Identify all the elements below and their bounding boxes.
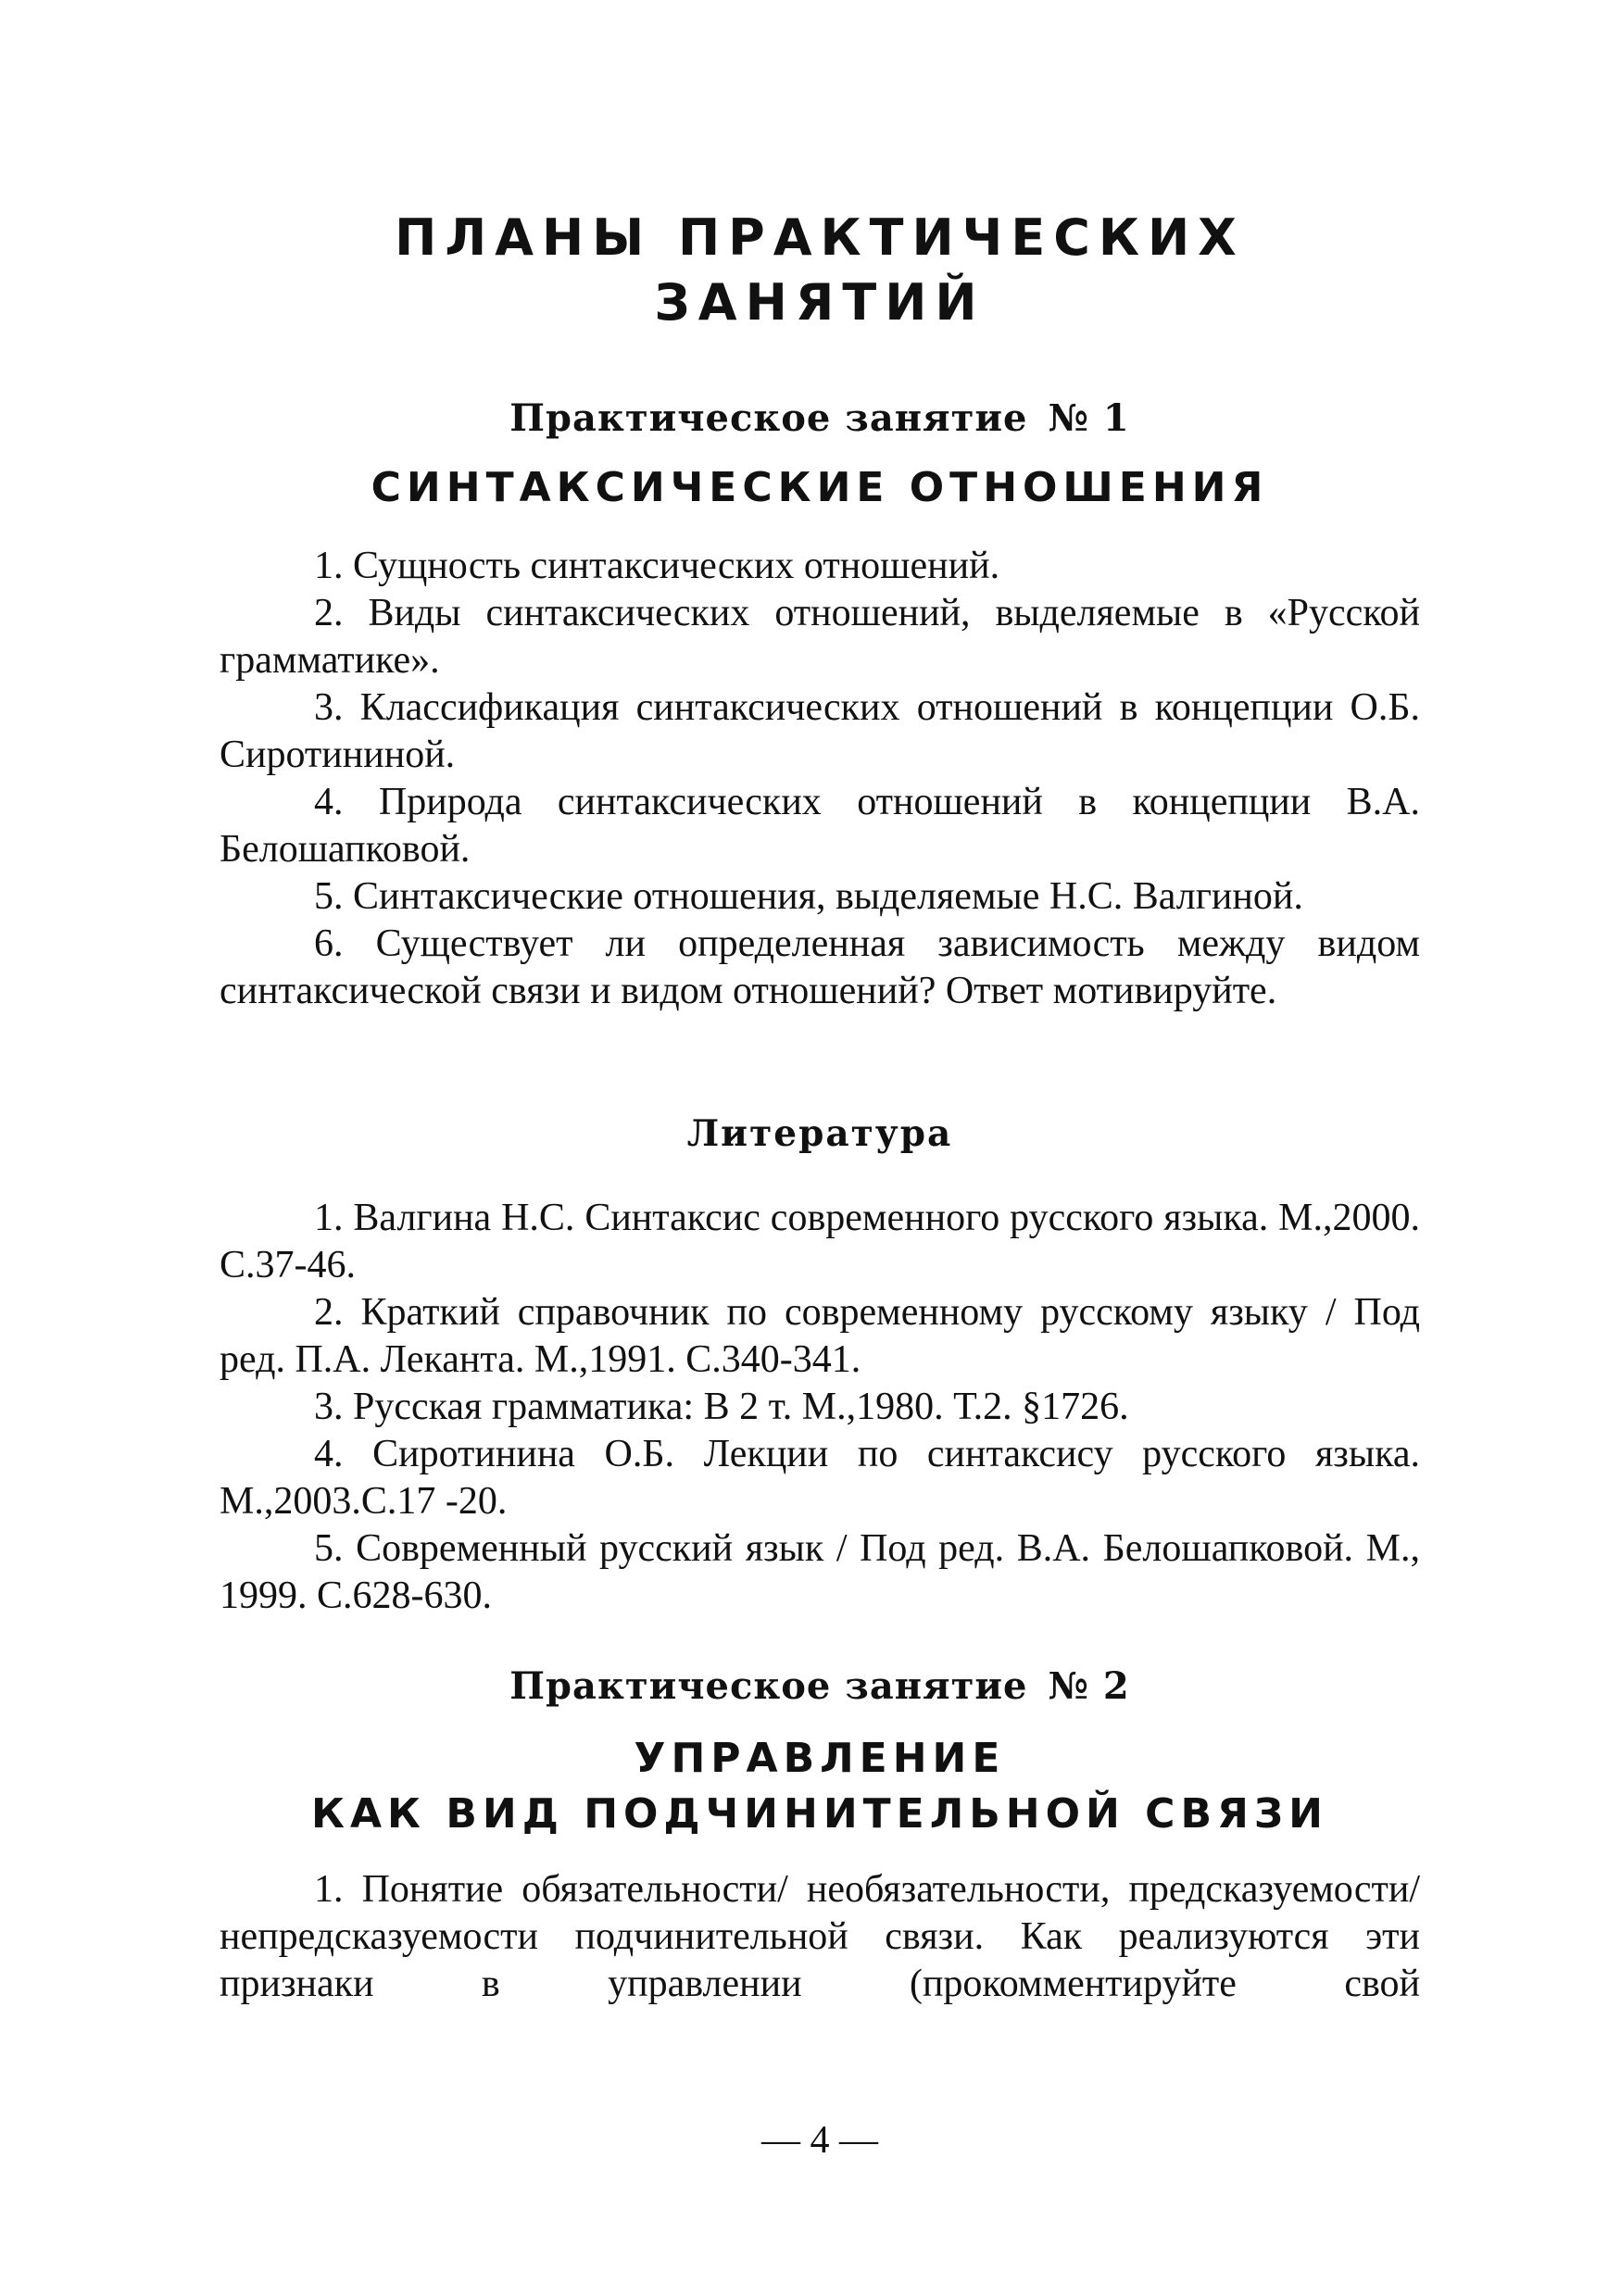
lesson1-question-4: 4. Природа синтаксических отношений в концепции В.А. Белошапковой. bbox=[220, 781, 1420, 871]
lesson1-label bbox=[220, 393, 1420, 445]
literature-item-2: 2. Краткий справочник по современному русскому языку / Под ред. П.А. Леканта. М.,1991. С.340-341. bbox=[220, 1291, 1420, 1381]
lesson1-question-6: 6. Существует ли определенная зависимость между видом синтаксической связи и видом отношений? Ответ мотивируйте. bbox=[220, 922, 1420, 1012]
lesson1-question-1: 1. Сущность синтаксических отношений. bbox=[314, 545, 1000, 587]
literature-item-1: 1. Валгина Н.С. Синтаксис современного русского языка. М.,2000. С.37-46. bbox=[220, 1197, 1420, 1286]
lesson1-question-2: 2. Виды синтаксических отношений, выделяемые в «Русской грамматике». bbox=[220, 592, 1420, 682]
lesson1-title-block bbox=[220, 460, 1420, 516]
lesson2-heading bbox=[220, 1661, 1420, 1713]
lesson2-questions bbox=[220, 1866, 1420, 2008]
lesson1-title: СИНТАКСИЧЕСКИЕ ОТНОШЕНИЯ bbox=[371, 464, 1269, 511]
literature-heading-block bbox=[220, 1108, 1420, 1160]
lesson2-number: № 2 bbox=[1048, 1664, 1130, 1708]
literature-item-5: 5. Современный русский язык / Под ред. В.А. Белошапковой. М., 1999. С.628-630. bbox=[220, 1527, 1420, 1617]
lesson2-label-text: Практическое занятие bbox=[509, 1664, 1028, 1708]
lesson1-label-text: Практическое занятие bbox=[509, 396, 1028, 440]
page-title: ПЛАНЫ ПРАКТИЧЕСКИХ ЗАНЯТИЙ bbox=[395, 208, 1245, 332]
literature-list bbox=[220, 1195, 1420, 1620]
page-number: — 4 — bbox=[761, 2119, 878, 2162]
literature-item-3: 3. Русская грамматика: В 2 т. М.,1980. Т.2. §1726. bbox=[314, 1386, 1129, 1428]
lesson1-question-5: 5. Синтаксические отношения, выделяемые Н.С. Валгиной. bbox=[314, 875, 1303, 918]
lesson2-title-line2: КАК ВИД ПОДЧИНИТЕЛЬНОЙ СВЯЗИ bbox=[311, 1790, 1328, 1838]
lesson1-question-3: 3. Классификация синтаксических отношений в концепции О.Б. Сиротининой. bbox=[220, 686, 1420, 776]
literature-item-4: 4. Сиротинина О.Б. Лекции по синтаксису русского языка. М.,2003.С.17 -20. bbox=[220, 1433, 1420, 1523]
lesson1-number: № 1 bbox=[1048, 396, 1130, 440]
lesson2-title-line1: УПРАВЛЕНИЕ bbox=[634, 1735, 1006, 1782]
lesson1-heading bbox=[220, 393, 1420, 445]
literature-heading: Литература bbox=[686, 1112, 953, 1155]
lesson2-label bbox=[220, 1661, 1420, 1713]
lesson1-questions bbox=[220, 543, 1420, 1015]
lesson2-question-1: 1. Понятие обязательности/ необязательности, предсказуемости/непредсказуемости подчинительной связи. Как реализуются эти признаки в управлении (прокомментируйте свой bbox=[220, 1868, 1420, 2005]
lesson2-title-block bbox=[220, 1731, 1420, 1842]
